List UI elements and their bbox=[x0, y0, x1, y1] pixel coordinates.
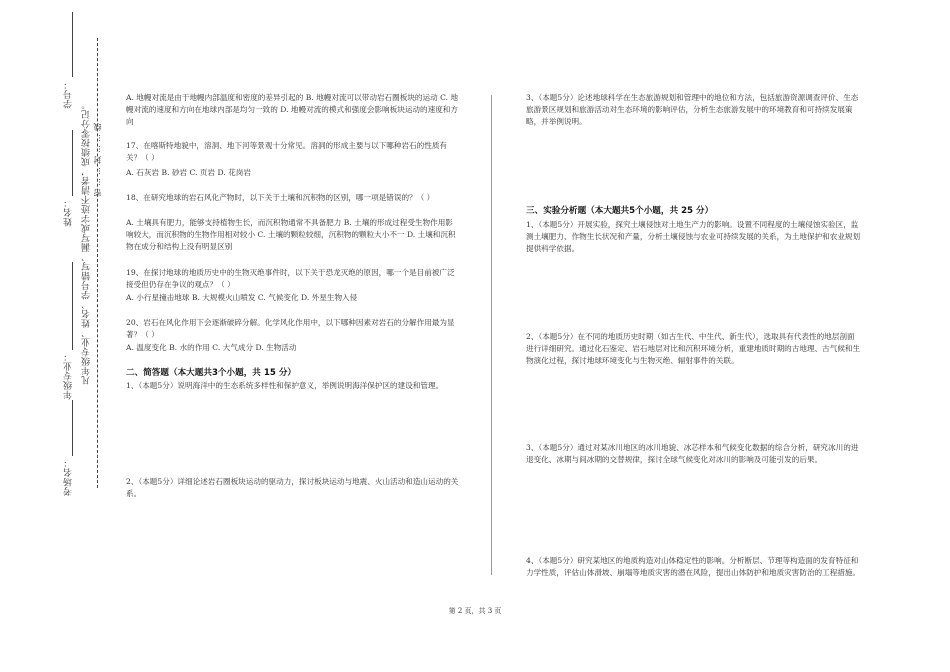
q18-options: A. 土壤具有肥力，能够支持植物生长，而沉积物通常不具备肥力 B. 土壤的形成过程受生物作用影响较大，而沉积物的生物作用相对较小 C. 土壤的颗粒较细，沉积物的颗粒大小不一 D. 土壤和沉积物在成分和结构上没有明显区别 bbox=[126, 218, 456, 252]
experiment-q2: 2、（本题5分）在不同的地质历史时期（如古生代、中生代、新生代），选取具有代表性的地层剖面进行详细研究。通过化石鉴定、岩石地层对比和沉积环境分析，重建地质时期的古地理、古气候和生物演化过程，探讨地球环境变化与生物灭绝、辐射事件的关联。 bbox=[526, 332, 861, 366]
right-column bbox=[526, 92, 862, 612]
q18-stem: 18、在研究地球的岩石风化产物时，以下关于土壤和沉积物的区别，哪一项是错误的？（ ） bbox=[126, 193, 435, 202]
fill-notice: 凡年级专业、姓名、学号错写、漏写或字迹不清者，成绩按零分记。 bbox=[82, 100, 92, 385]
seal-dashed-line bbox=[97, 38, 98, 488]
column-divider bbox=[491, 95, 492, 575]
page-footer: 第 2 页，共 3 页 bbox=[448, 607, 502, 615]
grade-major-blank bbox=[72, 262, 73, 350]
name-label: 姓名： bbox=[64, 198, 74, 227]
name-blank bbox=[72, 130, 73, 196]
q17-options: A. 石灰岩 B. 砂岩 C. 页岩 D. 花岗岩 bbox=[126, 168, 251, 177]
short-answer-q1: 1、（本题5分）说明海洋中的生态系统多样性和保护意义，举例说明海洋保护区的建设和管理。 bbox=[126, 381, 444, 390]
q17-stem: 17、在喀斯特地貌中，溶洞、地下河等景观十分常见。溶洞的形成主要与以下哪种岩石的性质有关？（ ） bbox=[126, 141, 448, 163]
left-column bbox=[126, 92, 460, 512]
q16-options: A. 地幔对流是由于地幔内部温度和密度的差异引起的 B. 地幔对流可以带动岩石圈板块的运动 C. 地幔对流的速度和方向在地球内部是均匀一致的 D. 地幔对流的模式和强度会影响板块运动的速度和方向 bbox=[126, 93, 459, 127]
experiment-q1: 1、（本题5分）开展实验，探究土壤侵蚀对土地生产力的影响。设置不同程度的土壤侵蚀实验区，监测土壤肥力、作物生长状况和产量，分析土壤侵蚀与农业可持续发展的关系，为土地保护和农业规划提供科学依据。 bbox=[526, 220, 861, 254]
q20-stem: 20、岩石在风化作用下会逐渐破碎分解。化学风化作用中，以下哪种因素对岩石的分解作用最为显著？（ ） bbox=[126, 318, 455, 340]
section-3-heading: 三、实验分析题（本大题共5个小题，共 25 分） bbox=[526, 206, 714, 216]
exam-site-blank bbox=[72, 400, 73, 456]
binding-margin bbox=[0, 0, 110, 672]
exam-site-label: 考场名： bbox=[64, 458, 74, 496]
q19-options: A. 小行星撞击地球 B. 大规模火山喷发 C. 气候变化 D. 外星生物入侵 bbox=[126, 293, 358, 302]
q19-stem: 19、在探讨地球的地质历史中的生物灭绝事件时，以下关于恐龙灭绝的原因，哪一个是目前被广泛接受但仍存在争议的观点？（ ） bbox=[126, 268, 455, 290]
grade-major-label: 年级专业： bbox=[64, 352, 74, 400]
short-answer-q3: 3、（本题5分）论述地球科学在生态旅游规划和管理中的地位和方法，包括旅游资源调查评价、生态旅游景区规划和旅游活动对生态环境的影响评估，分析生态旅游发展中的环境教育和可持续发展策略，并举例说明。 bbox=[526, 93, 859, 127]
student-id-label: 学号： bbox=[64, 80, 74, 109]
student-id-blank bbox=[72, 12, 73, 77]
seal-line-text: 密……封……线 bbox=[93, 120, 102, 197]
q20-options: A. 温度变化 B. 水的作用 C. 大气成分 D. 生物活动 bbox=[126, 343, 297, 352]
experiment-q3: 3、（本题5分）通过对某冰川地区的冰川地貌、冰芯样本和气候变化数据的综合分析，研究冰川的进退变化、冰期与间冰期的交替规律，探讨全球气候变化对冰川的影响及可能引发的后果。 bbox=[526, 443, 859, 465]
experiment-q4: 4、（本题5分）研究某地区的地质构造对山体稳定性的影响。分析断层、节理等构造面的发育特征和力学性质，评估山体滑坡、崩塌等地质灾害的潜在风险，提出山体防护和地质灾害防治的工程措施。 bbox=[526, 556, 861, 578]
section-2-heading: 二、简答题（本大题共3个小题，共 15 分） bbox=[126, 368, 297, 378]
short-answer-q2: 2、（本题5分）详细论述岩石圈板块运动的驱动力，探讨板块运动与地震、火山活动和造山运动的关系。 bbox=[126, 477, 459, 499]
